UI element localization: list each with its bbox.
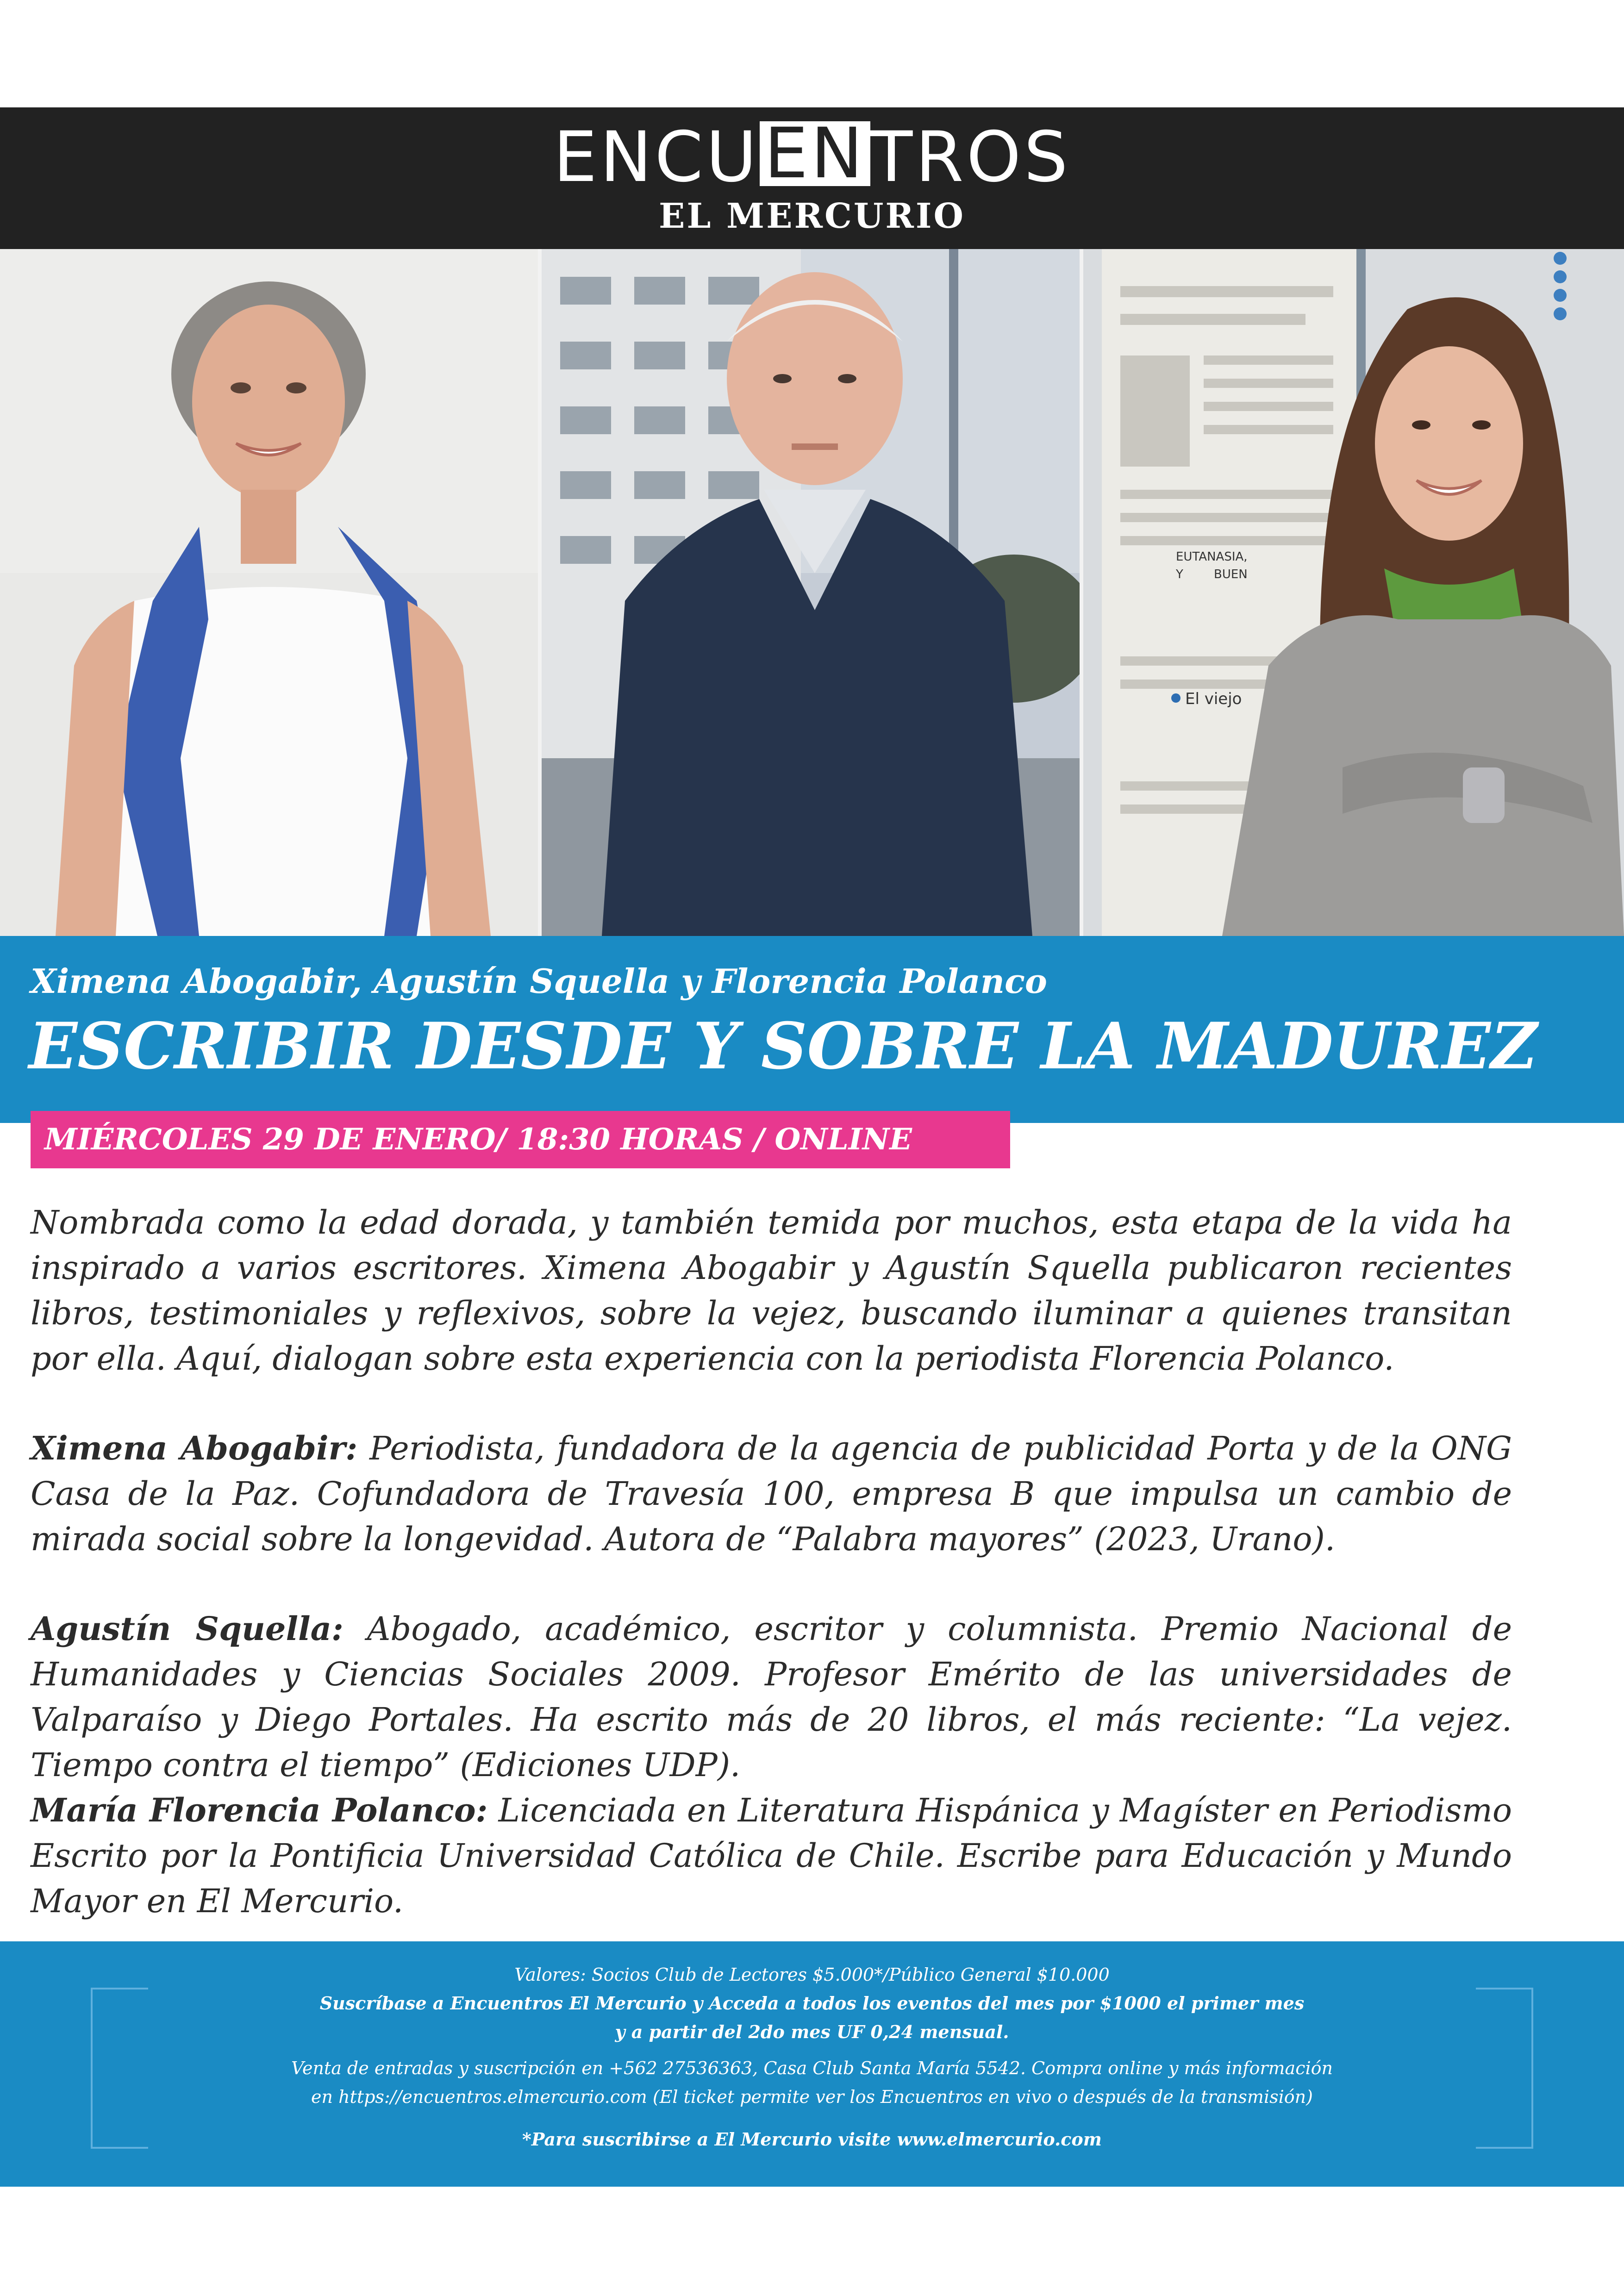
footer-info-band <box>0 1941 1624 2187</box>
footer-sales-2: en https://encuentros.elmercurio.com (El ticket permite ver los Encuentros en vivo o después de la transmisión) <box>311 2087 1313 2107</box>
bio-text: Periodista, fundadora de la agencia de publicidad Porta y de la ONG Casa de la Paz. Cofundadora de Travesía 100, empresa B que impulsa un cambio de mirada social sobre la longevidad. Autora de “Palabra mayores” (2023, Urano). <box>31 1429 1512 1558</box>
bio-florencia <box>31 1788 1512 1924</box>
clipping-text-3: El viejo <box>1185 690 1242 708</box>
bio-ximena <box>31 1426 1512 1562</box>
footer-sales-1: Venta de entradas y suscripción en +562 27536363, Casa Club Santa María 5542. Compra online y más información <box>291 2058 1333 2078</box>
bio-agustin <box>31 1606 1512 1788</box>
bio-name: María Florencia Polanco: <box>31 1791 488 1829</box>
event-date: MIÉRCOLES 29 DE ENERO/ 18:30 HORAS / ONLINE <box>44 1122 912 1157</box>
footer-prices: Valores: Socios Club de Lectores $5.000*/Público General $10.000 <box>514 1964 1110 1985</box>
bio-name: Agustín Squella: <box>31 1609 344 1648</box>
clipping-text-2: Y BUEN <box>1176 568 1248 581</box>
intro-paragraph: Nombrada como la edad dorada, y también temida por muchos, esta etapa de la vida ha inspirado a varios escritores. Ximena Abogabir y Agustín Squella publicaron recientes libros, testimoniales y reflexivos, sobre la vejez, buscando iluminar a quienes transitan por ella. Aquí, dialogan sobre esta experiencia con la periodista Florencia Polanco. <box>31 1204 1512 1378</box>
footer-subscribe-1: Suscríbase a Encuentros El Mercurio y Acceda a todos los eventos del mes por $1000 el primer mes <box>319 1993 1305 2014</box>
photo-florencia-polanco <box>1083 249 1624 936</box>
logo-encuentros <box>0 113 1624 199</box>
photo-ximena-abogabir <box>0 249 538 936</box>
speaker-photos <box>0 249 1624 936</box>
clipping-text-1: EUTANASIA, <box>1176 550 1248 564</box>
bio-name: Ximena Abogabir: <box>31 1429 358 1467</box>
logo-part-1: ENCU <box>553 117 760 198</box>
photo-agustin-squella <box>542 249 1080 936</box>
logo-part-2: TROS <box>870 117 1071 198</box>
event-speakers: Ximena Abogabir, Agustín Squella y Florencia Polanco <box>31 961 1047 1001</box>
bio-text: Abogado, académico, escritor y columnista. Premio Nacional de Humanidades y Ciencias Sociales 2009. Profesor Emérito de las universidades de Valparaíso y Diego Portales. Ha escrito más de 20 libros, el más reciente: “La vejez. Tiempo contra el tiempo” (Ediciones UDP). <box>31 1610 1512 1784</box>
logo-highlight: EN <box>760 121 870 186</box>
footer-subscribe-2: y a partir del 2do mes UF 0,24 mensual. <box>615 2021 1009 2042</box>
photo-separator <box>538 249 542 936</box>
logo-el-mercurio: EL MERCURIO <box>658 196 965 236</box>
header-bar <box>0 107 1624 249</box>
event-title: ESCRIBIR DESDE Y SOBRE LA MADUREZ <box>29 1008 1537 1084</box>
photo-separator <box>1080 249 1083 936</box>
footer-note: *Para suscribirse a El Mercurio visite www.elmercurio.com <box>522 2129 1102 2150</box>
bio-text: Licenciada en Literatura Hispánica y Magíster en Periodismo Escrito por la Pontificia Universidad Católica de Chile. Escribe para Educación y Mundo Mayor en El Mercurio. <box>31 1791 1512 1920</box>
